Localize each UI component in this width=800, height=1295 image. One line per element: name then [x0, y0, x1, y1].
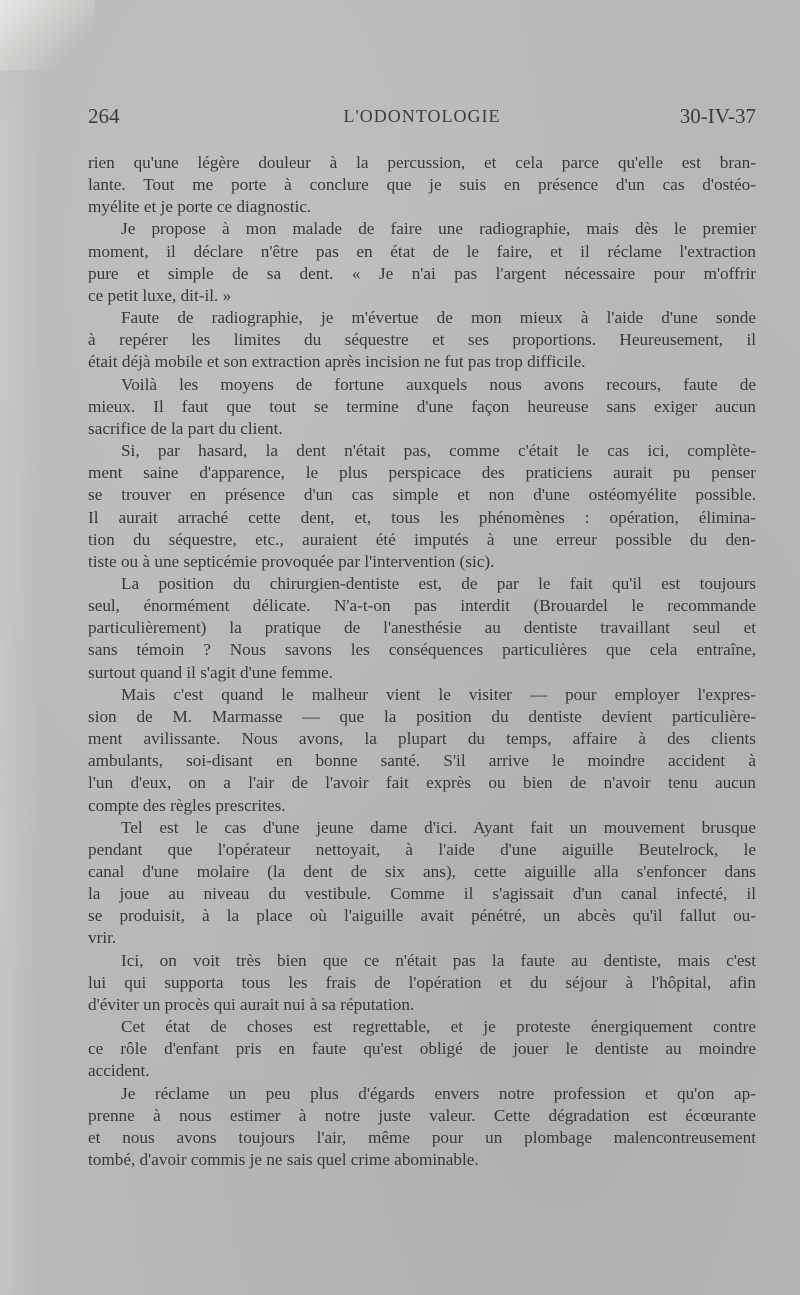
text-line: sion de M. Marmasse — que la position du dentiste devient particulière- [88, 706, 756, 726]
text-line: moment, il déclare n'être pas en état de le faire, et il réclame l'extraction [88, 241, 756, 261]
text-line: ce rôle d'enfant pris en faute qu'est obligé de jouer le dentiste au moindre [88, 1039, 756, 1059]
paragraph [88, 152, 756, 218]
text-line: mieux. Il faut que tout se termine d'une façon heureuse sans exiger aucun [88, 396, 756, 416]
text-line: particulièrement) la pratique de l'anesthésie au dentiste travaillant seul et [88, 618, 756, 638]
paragraph [88, 218, 756, 307]
text-line: tion du séquestre, etc., auraient été imputés à une erreur possible du den- [88, 529, 756, 549]
text-line: pure et simple de sa dent. « Je n'ai pas l'argent nécessaire pour m'offrir [88, 263, 756, 283]
text-line: ce petit luxe, dit-il. » [88, 285, 232, 305]
text-line: lui qui supporta tous les frais de l'opération et du séjour à l'hôpital, afin [88, 972, 756, 992]
text-line: Si, par hasard, la dent n'était pas, comme c'était le cas ici, complète- [121, 441, 756, 461]
paragraph [88, 684, 756, 817]
paragraph [88, 1016, 756, 1082]
issue-date: 30-IV-37 [679, 104, 756, 128]
text-line: Faute de radiographie, je m'évertue de mon mieux à l'aide d'une sonde [121, 308, 756, 328]
text-line: était déjà mobile et son extraction après incision ne fut pas trop difficile. [88, 352, 586, 372]
text-line: Ici, on voit très bien que ce n'était pas la faute au dentiste, mais c'est [121, 950, 756, 970]
text-line: sans témoin ? Nous savons les conséquences particulières que cela entraîne, [88, 640, 756, 660]
text-line: Mais c'est quand le malheur vient le visiter — pour employer l'expres- [121, 684, 756, 704]
text-line: Voilà les moyens de fortune auxquels nous avons recours, faute de [121, 374, 756, 394]
running-header [88, 104, 756, 134]
paragraph [88, 817, 756, 950]
text-line: lante. Tout me porte à conclure que je suis en présence d'un cas d'ostéo- [88, 175, 756, 195]
text-line: Cet état de choses est regrettable, et je proteste énergiquement contre [121, 1017, 756, 1037]
text-line: Il aurait arraché cette dent, et, tous les phénomènes : opération, élimina- [88, 507, 756, 527]
text-line: accident. [88, 1061, 150, 1081]
text-line: tombé, d'avoir commis je ne sais quel crime abominable. [88, 1150, 479, 1170]
text-line: Tel est le cas d'une jeune dame d'ici. Ayant fait un mouvement brusque [121, 817, 756, 837]
text-line: se produisit, à la place où l'aiguille avait pénétré, un abcès qu'il fallut ou- [88, 906, 756, 926]
text-line: l'un d'eux, on a l'air de l'avoir fait exprès ou bien de n'avoir tenu aucun [88, 773, 756, 793]
text-line: canal d'une molaire (la dent de six ans), cette aiguille alla s'enfoncer dans [88, 862, 756, 881]
text-line: sacrifice de la part du client. [88, 418, 283, 438]
text-line: et nous avons toujours l'air, même pour un plombage malencontreusement [88, 1127, 756, 1147]
text-line: compte des règles prescrites. [88, 795, 286, 815]
text-line: tiste ou à une septicémie provoquée par l'intervention (sic). [88, 551, 495, 571]
page-edge-shadow [0, 0, 40, 1295]
text-line: ment saine d'apparence, le plus perspicace des praticiens aurait pu penser [88, 463, 756, 483]
text-line: Je propose à mon malade de faire une radiographie, mais dès le premier [121, 219, 756, 239]
paragraph [88, 950, 756, 1016]
paragraph [88, 1083, 756, 1172]
text-line: rien qu'une légère douleur à la percussion, et cela parce qu'elle est bran- [88, 153, 756, 172]
text-line: La position du chirurgien-dentiste est, de par le fait qu'il est toujours [121, 573, 756, 593]
text-line: myélite et je porte ce diagnostic. [88, 197, 312, 217]
paragraph [88, 440, 756, 573]
text-line: ment avilissante. Nous avons, la plupart du temps, affaire à des clients [88, 729, 756, 749]
text-line: se trouver en présence d'un cas simple et non d'une ostéomyélite possible. [88, 485, 756, 505]
text-line: à repérer les limites du séquestre et ses proportions. Heureusement, il [88, 330, 756, 350]
paragraph [88, 374, 756, 440]
text-line: ambulants, soi-disant en bonne santé. S'il arrive le moindre accident à [88, 751, 756, 771]
paragraph [88, 307, 756, 373]
text-line: la joue au niveau du vestibule. Comme il s'agissait d'un canal infecté, il [88, 884, 756, 904]
text-line: pendant que l'opérateur nettoyait, à l'aide d'une aiguille Beutelrock, le [88, 839, 756, 859]
running-title: L'ODONTOLOGIE [343, 106, 501, 126]
text-line: seul, énormément délicate. N'a-t-on pas interdit (Brouardel le recommande [88, 596, 756, 616]
page-corner-fold [0, 0, 95, 70]
text-line: d'éviter un procès qui aurait nui à sa réputation. [88, 994, 415, 1014]
article-body [88, 152, 756, 1171]
text-line: prenne à nous estimer à notre juste valeur. Cette dégradation est écœurante [88, 1105, 756, 1125]
page-number: 264 [88, 104, 120, 128]
text-line: Je réclame un peu plus d'égards envers notre profession et qu'on ap- [121, 1083, 756, 1103]
text-line: vrir. [88, 928, 117, 948]
paragraph [88, 573, 756, 684]
text-line: surtout quand il s'agit d'une femme. [88, 662, 333, 682]
